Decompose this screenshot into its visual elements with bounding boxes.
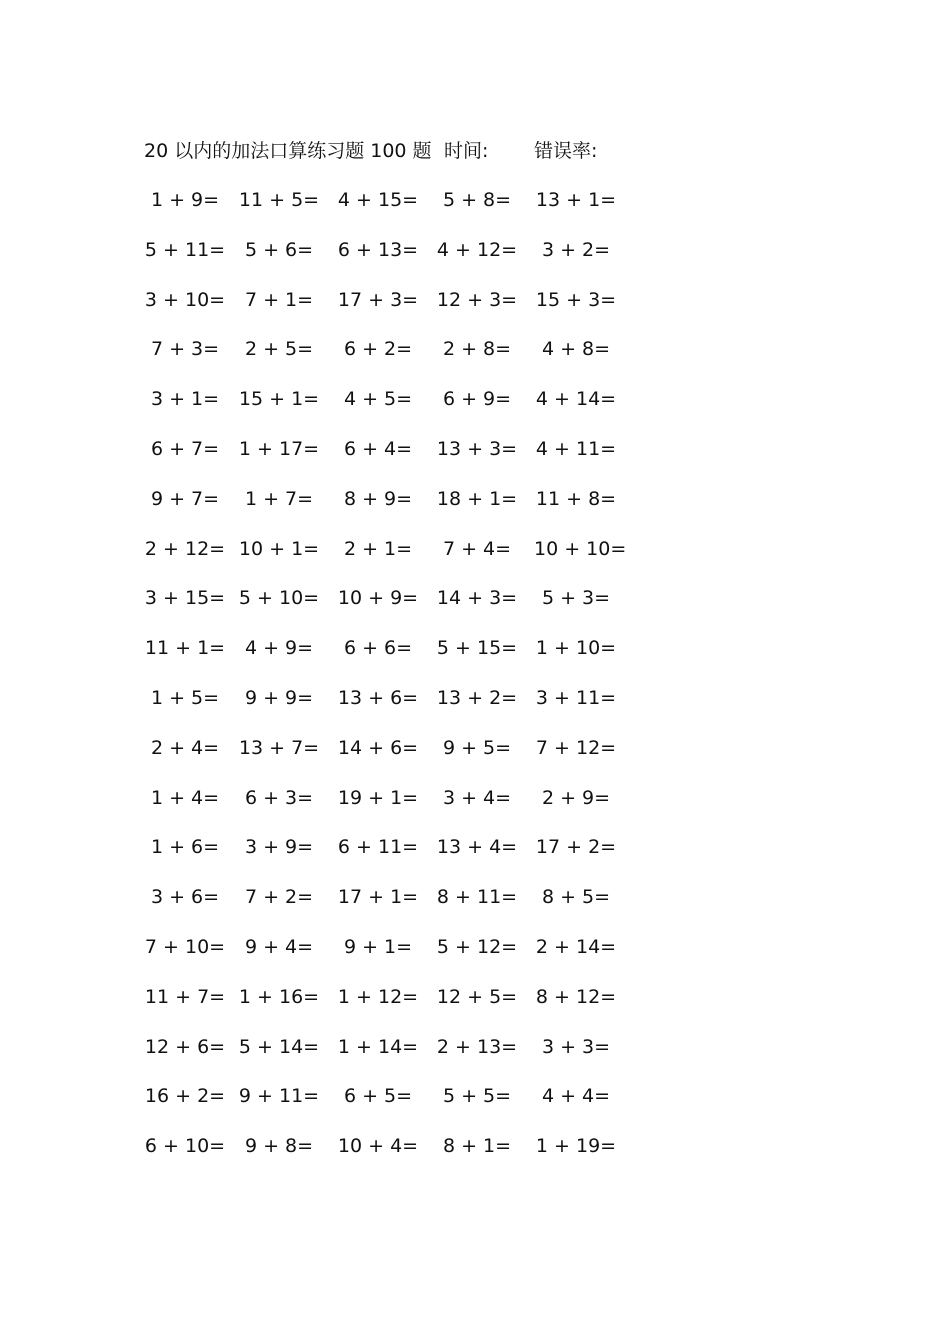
error-rate-label: 错误率: xyxy=(534,140,598,162)
addition-problem: 5 + 15= xyxy=(436,637,518,660)
addition-problem: 5 + 8= xyxy=(442,189,512,211)
addition-problem: 8 + 1= xyxy=(442,1135,512,1158)
problem-row xyxy=(143,1131,633,1181)
addition-problem: 2 + 13= xyxy=(436,1035,518,1058)
addition-problem: 13 + 7= xyxy=(238,736,320,759)
addition-problem: 17 + 3= xyxy=(337,288,419,311)
addition-problem: 1 + 9= xyxy=(150,189,220,211)
problem-row xyxy=(143,583,633,633)
addition-problem: 4 + 5= xyxy=(343,388,413,411)
addition-problem: 11 + 8= xyxy=(535,487,617,510)
addition-problem: 10 + 9= xyxy=(337,587,419,610)
problem-row xyxy=(143,633,633,683)
addition-problem: 2 + 9= xyxy=(541,786,611,809)
problem-row xyxy=(143,285,633,335)
addition-problem: 10 + 1= xyxy=(238,537,320,560)
addition-problem: 8 + 9= xyxy=(343,487,413,510)
addition-problem: 4 + 8= xyxy=(541,338,611,361)
addition-problem: 17 + 2= xyxy=(535,836,617,859)
addition-problem: 7 + 3= xyxy=(150,338,220,361)
addition-problem: 5 + 3= xyxy=(541,587,611,610)
problem-row xyxy=(143,334,633,384)
addition-problem: 11 + 1= xyxy=(144,637,226,660)
addition-problem: 2 + 12= xyxy=(144,537,226,560)
addition-problem: 18 + 1= xyxy=(436,487,518,510)
addition-problem: 14 + 6= xyxy=(337,736,419,759)
problem-row xyxy=(143,534,633,584)
addition-problem: 1 + 12= xyxy=(337,985,419,1008)
addition-problem: 6 + 11= xyxy=(337,836,419,859)
addition-problem: 13 + 3= xyxy=(436,437,518,460)
addition-problem: 5 + 11= xyxy=(144,238,226,261)
addition-problem: 4 + 9= xyxy=(244,637,314,660)
addition-problem: 4 + 12= xyxy=(436,238,518,261)
addition-problem: 13 + 6= xyxy=(337,686,419,709)
addition-problem: 4 + 11= xyxy=(535,437,617,460)
addition-problem: 3 + 4= xyxy=(442,786,512,809)
addition-problem: 1 + 4= xyxy=(150,786,220,809)
addition-problem: 3 + 3= xyxy=(541,1035,611,1058)
addition-problem: 17 + 1= xyxy=(337,886,419,909)
addition-problem: 1 + 16= xyxy=(238,985,320,1008)
addition-problem: 1 + 17= xyxy=(238,437,320,460)
addition-problem: 6 + 13= xyxy=(337,238,419,261)
addition-problem: 9 + 1= xyxy=(343,935,413,958)
problem-row xyxy=(143,1032,633,1082)
addition-problem: 9 + 5= xyxy=(442,736,512,759)
addition-problem: 12 + 3= xyxy=(436,288,518,311)
addition-problem: 5 + 5= xyxy=(442,1085,512,1108)
addition-problem: 4 + 14= xyxy=(535,388,617,411)
addition-problem: 12 + 5= xyxy=(436,985,518,1008)
addition-problem: 7 + 12= xyxy=(535,736,617,759)
problem-row xyxy=(143,982,633,1032)
addition-problem: 15 + 3= xyxy=(535,288,617,311)
addition-problem: 6 + 6= xyxy=(343,637,413,660)
addition-problem: 7 + 4= xyxy=(442,537,512,560)
problem-row xyxy=(143,932,633,982)
problem-row xyxy=(143,832,633,882)
addition-problem: 2 + 1= xyxy=(343,537,413,560)
addition-problem: 9 + 9= xyxy=(244,686,314,709)
addition-problem: 6 + 2= xyxy=(343,338,413,361)
problem-row xyxy=(143,1081,633,1131)
addition-problem: 3 + 9= xyxy=(244,836,314,859)
addition-problem: 6 + 5= xyxy=(343,1085,413,1108)
addition-problem: 2 + 5= xyxy=(244,338,314,361)
addition-problem: 10 + 10= xyxy=(534,537,627,560)
addition-problem: 15 + 1= xyxy=(238,388,320,411)
addition-problem: 11 + 7= xyxy=(144,985,226,1008)
addition-problem: 14 + 3= xyxy=(436,587,518,610)
addition-problem: 5 + 6= xyxy=(244,238,314,261)
addition-problem: 2 + 8= xyxy=(442,338,512,361)
addition-problem: 6 + 9= xyxy=(442,388,512,411)
problem-row xyxy=(143,882,633,932)
addition-problem: 5 + 10= xyxy=(238,587,320,610)
problem-row xyxy=(143,683,633,733)
addition-problem: 9 + 8= xyxy=(244,1135,314,1158)
addition-problem: 6 + 4= xyxy=(343,437,413,460)
addition-problem: 1 + 5= xyxy=(150,686,220,709)
addition-problem: 13 + 1= xyxy=(535,189,617,211)
problem-row xyxy=(143,235,633,285)
addition-problem: 8 + 5= xyxy=(541,886,611,909)
problem-row xyxy=(143,434,633,484)
addition-problem: 5 + 12= xyxy=(436,935,518,958)
addition-problem: 3 + 1= xyxy=(150,388,220,411)
addition-problem: 3 + 15= xyxy=(144,587,226,610)
addition-problem: 8 + 11= xyxy=(436,886,518,909)
addition-problem: 8 + 12= xyxy=(535,985,617,1008)
problem-row xyxy=(143,783,633,833)
addition-problem: 6 + 3= xyxy=(244,786,314,809)
problem-row xyxy=(143,484,633,534)
addition-problem: 2 + 4= xyxy=(150,736,220,759)
worksheet-title: 20 以内的加法口算练习题 100 题 xyxy=(144,140,432,162)
addition-problem: 5 + 14= xyxy=(238,1035,320,1058)
addition-problem: 6 + 10= xyxy=(144,1135,226,1158)
addition-problem: 1 + 6= xyxy=(150,836,220,859)
addition-problem: 4 + 4= xyxy=(541,1085,611,1108)
addition-problem: 13 + 2= xyxy=(436,686,518,709)
addition-problem: 10 + 4= xyxy=(337,1135,419,1158)
addition-problem: 7 + 2= xyxy=(244,886,314,909)
problem-row xyxy=(143,384,633,434)
addition-problem: 9 + 7= xyxy=(150,487,220,510)
addition-problem: 1 + 7= xyxy=(244,487,314,510)
addition-problem: 1 + 14= xyxy=(337,1035,419,1058)
addition-problem: 1 + 19= xyxy=(535,1135,617,1158)
addition-problem: 7 + 1= xyxy=(244,288,314,311)
addition-problem: 11 + 5= xyxy=(238,189,320,211)
addition-problem: 7 + 10= xyxy=(144,935,226,958)
addition-problem: 1 + 10= xyxy=(535,637,617,660)
addition-problem: 13 + 4= xyxy=(436,836,518,859)
addition-problem: 3 + 10= xyxy=(144,288,226,311)
problem-row xyxy=(143,733,633,783)
addition-problem: 6 + 7= xyxy=(150,437,220,460)
addition-problem: 3 + 6= xyxy=(150,886,220,909)
addition-problem: 9 + 4= xyxy=(244,935,314,958)
addition-problem: 19 + 1= xyxy=(337,786,419,809)
time-label: 时间: xyxy=(444,140,489,162)
addition-problem: 4 + 15= xyxy=(337,189,419,211)
addition-problem: 3 + 11= xyxy=(535,686,617,709)
addition-problem: 9 + 11= xyxy=(238,1085,320,1108)
problem-grid xyxy=(143,185,633,1181)
problem-row xyxy=(143,185,633,235)
addition-problem: 3 + 2= xyxy=(541,238,611,261)
addition-problem: 2 + 14= xyxy=(535,935,617,958)
addition-problem: 12 + 6= xyxy=(144,1035,226,1058)
addition-problem: 16 + 2= xyxy=(144,1085,226,1108)
